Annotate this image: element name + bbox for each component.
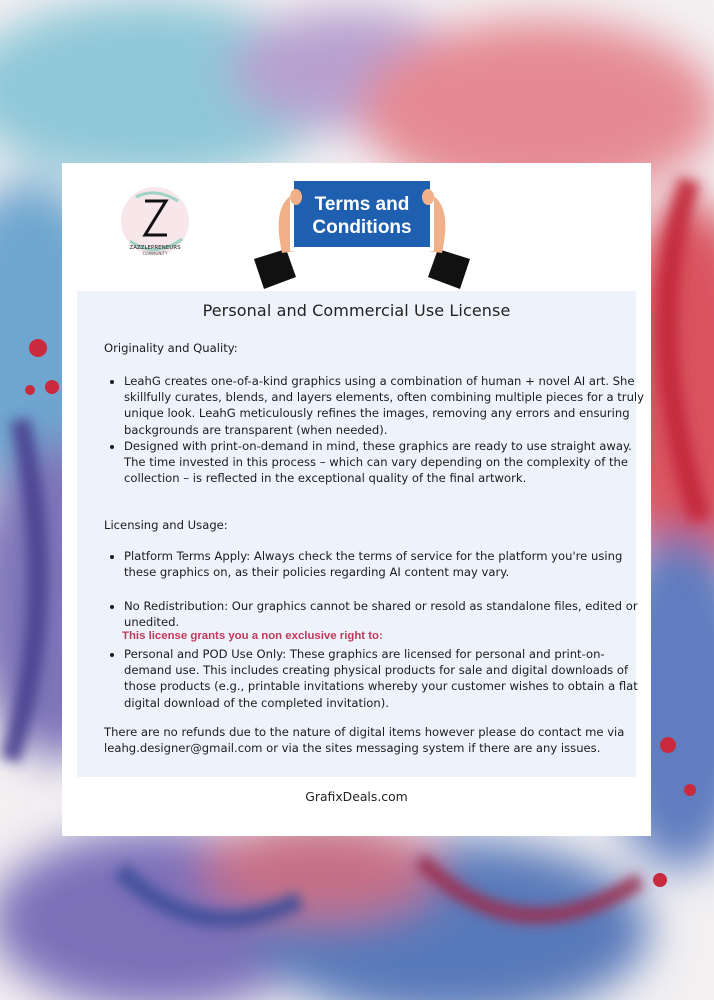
license-heading: Personal and Commercial Use License [202,301,511,320]
originality-list [104,373,644,486]
licensing-list-2 [104,598,644,630]
list-item: • No Redistribution: Our graphics cannot be shared or resold as standalone files, edited or unedited. [124,598,644,630]
grant-list [104,646,644,711]
grant-note: This license grants you a non exclusive right to: [122,630,383,642]
license-panel [77,291,644,777]
terms-and-conditions-banner [252,167,472,291]
list-item: • LeahG creates one-of-a-kind graphics using a combination of human + novel AI art. She skillfully curates, blends, and layers elements, often combining multiple pieces for a truly unique look. LeahG meticulously refines the images, removing any errors and ensuring backgrounds are transparent (when needed). [124,373,644,438]
list-item: • Platform Terms Apply: Always check the terms of service for the platform you're using these graphics on, as their policies regarding AI content may vary. [124,548,644,580]
licensing-title: Licensing and Usage: [104,518,228,532]
site-name: GrafixDeals.com [305,789,408,804]
zazzlepreneurs-logo [118,183,192,267]
svg-text:COMMUNITY: COMMUNITY [142,251,168,256]
refund-note: There are no refunds due to the nature of digital items however please do contact me via leahg.designer@gmail.com or via the sites messaging system if there are any issues. [104,725,625,756]
list-item: • Designed with print-on-demand in mind, these graphics are ready to use straight away. The time invested in this process – which can vary depending on the complexity of the collection – is reflected in the exceptional quality of the final artwork. [124,438,644,487]
svg-text:Conditions: Conditions [312,217,412,238]
list-item: • Personal and POD Use Only: These graphics are licensed for personal and print-on-demand use. This includes creating physical products for sale and digital downloads of those products (e.g., printable invitations whereby your customer wishes to obtain a flat digital download of the completed invitation). [124,646,644,711]
originality-title: Originality and Quality: [104,341,238,355]
svg-text:Terms and: Terms and [314,194,410,215]
svg-text:ZAZZLEPRENEURS: ZAZZLEPRENEURS [129,245,181,251]
licensing-list-1 [104,548,644,580]
license-card [62,163,651,836]
